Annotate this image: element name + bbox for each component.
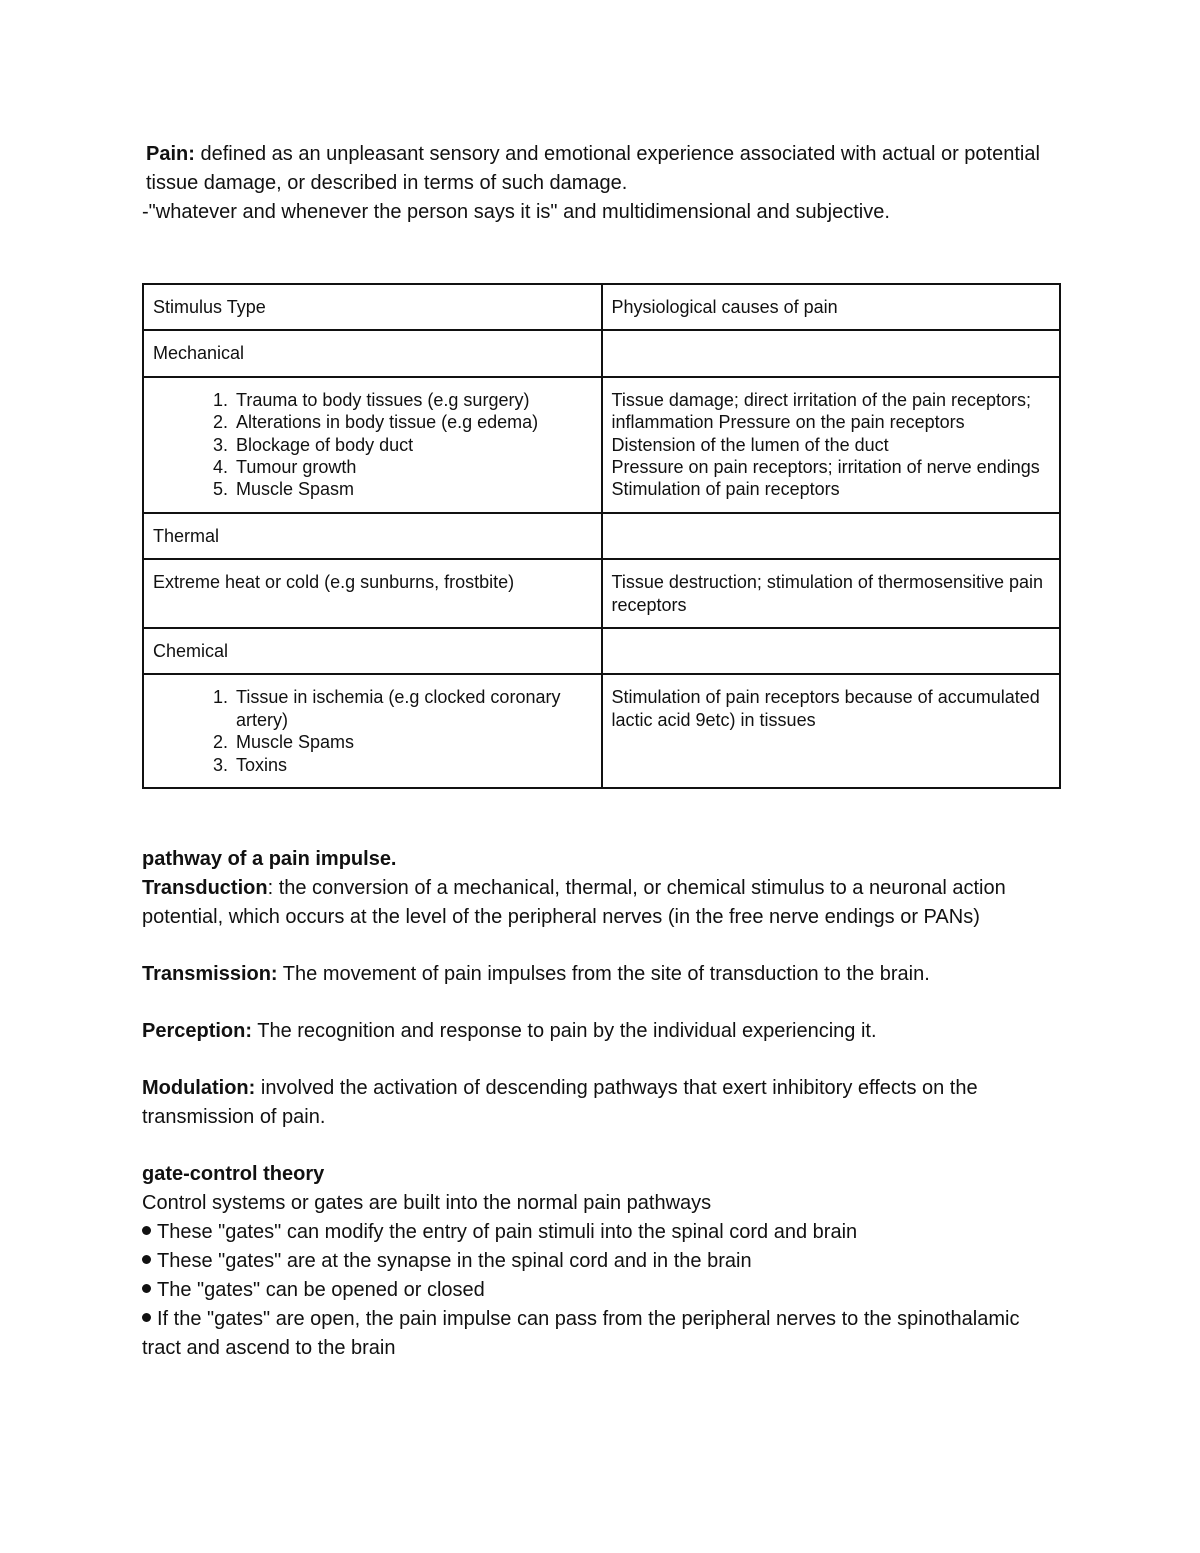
modulation-text: involved the activation of descending pathways that exert inhibitory effects on the transmission of pain. <box>142 1077 978 1129</box>
table-row <box>143 559 1060 628</box>
mechanical-causes-cell <box>602 377 1061 513</box>
list-item: 1. Trauma to body tissues (e.g surgery) <box>233 389 592 411</box>
list-item: 3. Toxins <box>233 754 592 776</box>
transmission-paragraph <box>142 960 1062 989</box>
perception-term: Perception: <box>142 1020 253 1043</box>
pain-term: Pain: <box>146 143 195 165</box>
gate-bullet-text: These "gates" can modify the entry of pain stimuli into the spinal cord and brain <box>157 1221 858 1244</box>
table-header-row <box>143 284 1060 330</box>
bullet-icon <box>142 1284 151 1293</box>
list-item: 3. Blockage of body duct <box>233 434 592 456</box>
transduction-term: Transduction <box>142 877 268 900</box>
list-item: 4. Tumour growth <box>233 456 592 478</box>
gate-heading-text: gate-control theory <box>142 1163 325 1186</box>
gate-bullet <box>142 1305 1062 1363</box>
header-stimulus-type: Stimulus Type <box>143 284 602 330</box>
cause-line: Pressure on pain receptors; irritation of nerve endings <box>611 457 1040 478</box>
thermal-label: Thermal <box>143 513 602 559</box>
pain-note: -"whatever and whenever the person says it is" and multidimensional and subjective. <box>142 201 890 223</box>
empty-cell <box>602 330 1061 376</box>
list-item: 2. Muscle Spams <box>233 731 592 753</box>
gate-bullet-text: The "gates" can be opened or closed <box>157 1279 485 1302</box>
pathway-heading <box>142 845 1062 874</box>
thermal-item: Extreme heat or cold (e.g sunburns, frostbite) <box>143 559 602 628</box>
table-row <box>143 330 1060 376</box>
cause-line: Distension of the lumen of the duct <box>611 434 889 455</box>
gate-bullet <box>142 1276 1062 1305</box>
table-row <box>143 513 1060 559</box>
gate-heading <box>142 1160 1062 1189</box>
list-item: 1. Tissue in ischemia (e.g clocked coronary artery) <box>233 686 592 731</box>
perception-paragraph <box>142 1017 1062 1046</box>
bullet-icon <box>142 1255 151 1264</box>
modulation-term: Modulation: <box>142 1077 256 1100</box>
transduction-text: : the conversion of a mechanical, thermal, or chemical stimulus to a neuronal action potential, which occurs at the level of the peripheral nerves (in the free nerve endings or PANs) <box>142 877 1006 929</box>
bullet-icon <box>142 1226 151 1235</box>
table-row <box>143 674 1060 788</box>
gate-bullet-text: If the "gates" are open, the pain impulse can pass from the peripheral nerves to the spinothalamic tract and ascend to the brain <box>142 1308 1020 1360</box>
chemical-cause: Stimulation of pain receptors because of accumulated lactic acid 9etc) in tissues <box>602 674 1061 788</box>
gate-bullet <box>142 1218 1062 1247</box>
bullet-icon <box>142 1313 151 1322</box>
mechanical-items-cell <box>143 377 602 513</box>
list-item: 5. Muscle Spasm <box>233 478 592 500</box>
table-row <box>143 628 1060 674</box>
gate-bullet-text: These "gates" are at the synapse in the spinal cord and in the brain <box>157 1250 752 1273</box>
chemical-items-cell <box>143 674 602 788</box>
header-physiological-causes: Physiological causes of pain <box>602 284 1061 330</box>
pain-definition-text: defined as an unpleasant sensory and emotional experience associated with actual or potential tissue damage, or described in terms of such damage. <box>146 143 1040 194</box>
chemical-list <box>153 686 592 776</box>
document-page <box>142 140 1062 1363</box>
gate-intro: Control systems or gates are built into the normal pain pathways <box>142 1192 712 1215</box>
cause-line: Tissue damage; direct irritation of the pain receptors; inflammation Pressure on the pain receptors <box>611 389 1032 433</box>
mechanical-label: Mechanical <box>143 330 602 376</box>
table-row <box>143 377 1060 513</box>
transduction-paragraph <box>142 874 1062 932</box>
pain-definition <box>146 140 1062 198</box>
cause-line: Stimulation of pain receptors <box>611 479 840 500</box>
chemical-label: Chemical <box>143 628 602 674</box>
pain-pathway-section <box>142 845 1062 1363</box>
pathway-heading-text: pathway of a pain impulse. <box>142 848 397 871</box>
transmission-term: Transmission: <box>142 963 278 986</box>
mechanical-list <box>153 389 592 501</box>
perception-text: The recognition and response to pain by the individual experiencing it. <box>252 1020 877 1043</box>
stimulus-table <box>142 283 1061 789</box>
thermal-cause: Tissue destruction; stimulation of thermosensitive pain receptors <box>602 559 1061 628</box>
gate-bullet <box>142 1247 1062 1276</box>
empty-cell <box>602 628 1061 674</box>
transmission-text: The movement of pain impulses from the site of transduction to the brain. <box>277 963 930 986</box>
empty-cell <box>602 513 1061 559</box>
list-item: 2. Alterations in body tissue (e.g edema) <box>233 411 592 433</box>
modulation-paragraph <box>142 1074 1062 1132</box>
